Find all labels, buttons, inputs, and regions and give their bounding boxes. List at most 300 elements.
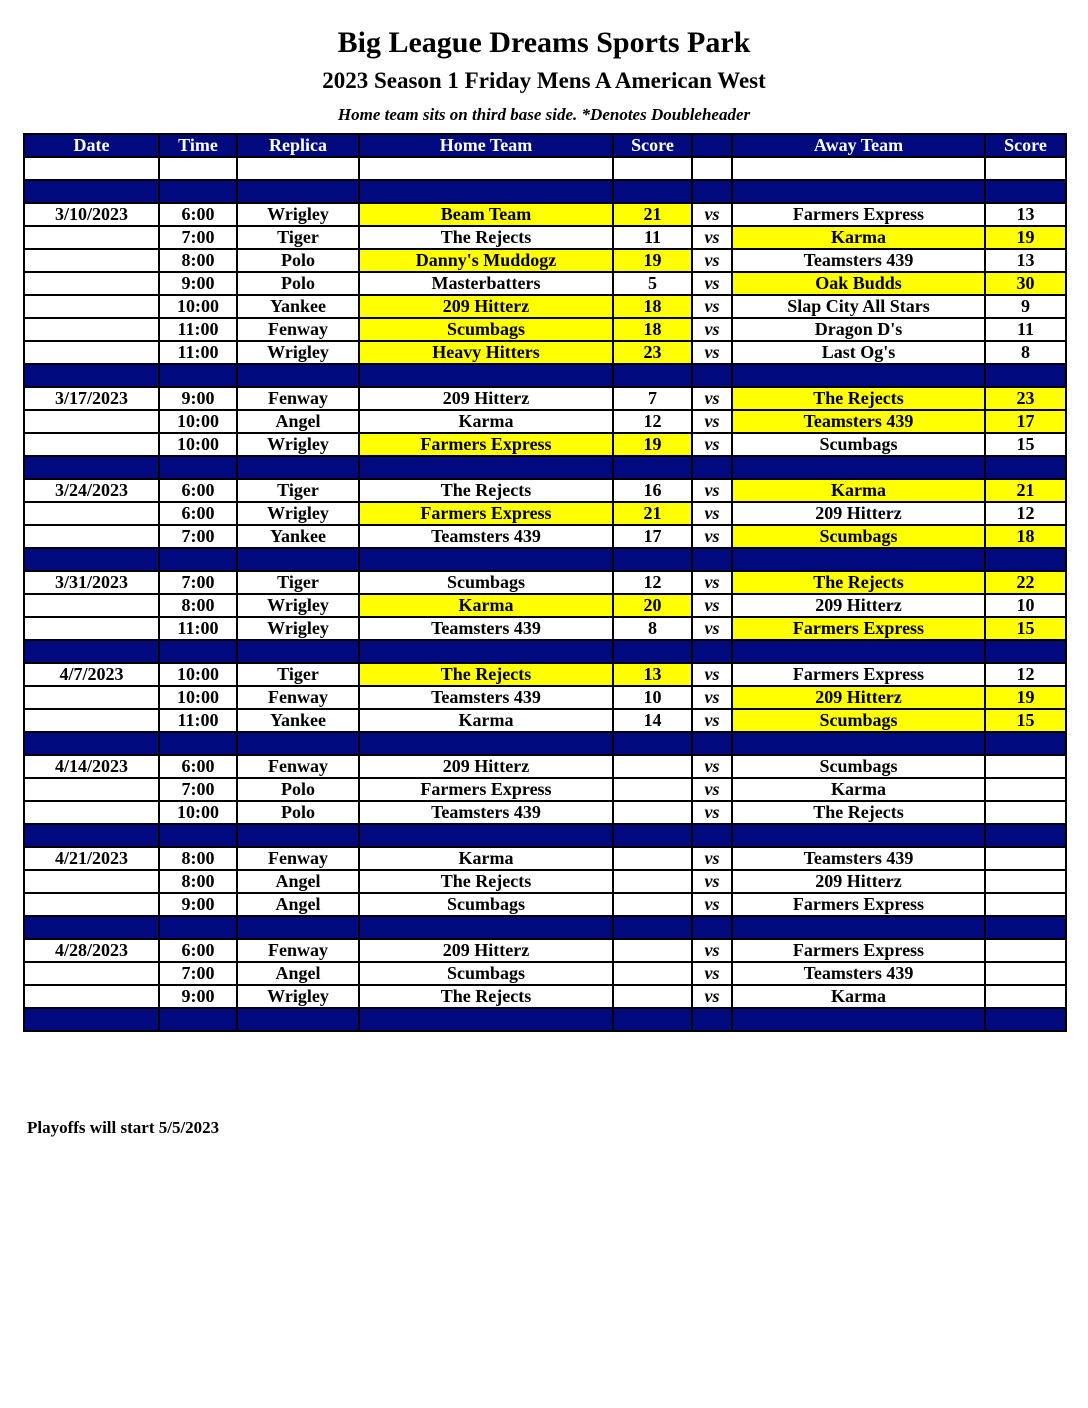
away-team-cell (732, 364, 985, 387)
time-cell: 9:00 (159, 272, 237, 295)
home-score-cell: 20 (613, 594, 692, 617)
home-team-cell (359, 916, 613, 939)
table-row (24, 479, 1066, 502)
away-team-cell: 209 Hitterz (732, 594, 985, 617)
replica-cell (237, 157, 359, 180)
home-score-cell (613, 801, 692, 824)
home-team-cell (359, 1008, 613, 1031)
time-cell (159, 364, 237, 387)
away-score-cell (985, 1008, 1066, 1031)
away-team-cell: 209 Hitterz (732, 502, 985, 525)
time-cell: 9:00 (159, 893, 237, 916)
vs-cell: vs (692, 778, 732, 801)
home-score-cell: 10 (613, 686, 692, 709)
week-separator-row (24, 180, 1066, 203)
home-score-cell: 13 (613, 663, 692, 686)
vs-cell: vs (692, 295, 732, 318)
table-row (24, 870, 1066, 893)
vs-cell: vs (692, 962, 732, 985)
away-score-cell (985, 456, 1066, 479)
home-score-cell: 12 (613, 410, 692, 433)
time-cell (159, 824, 237, 847)
week-separator-row (24, 732, 1066, 755)
away-score-cell: 15 (985, 433, 1066, 456)
date-cell (24, 525, 159, 548)
date-cell (24, 617, 159, 640)
away-score-cell: 18 (985, 525, 1066, 548)
vs-cell (692, 824, 732, 847)
vs-cell: vs (692, 502, 732, 525)
home-team-cell: Karma (359, 594, 613, 617)
vs-cell (692, 732, 732, 755)
date-cell: 3/24/2023 (24, 479, 159, 502)
away-team-cell: Karma (732, 985, 985, 1008)
date-cell: 3/17/2023 (24, 387, 159, 410)
date-cell (24, 272, 159, 295)
table-row (24, 433, 1066, 456)
home-score-cell: 11 (613, 226, 692, 249)
vs-cell: vs (692, 755, 732, 778)
away-score-cell (985, 801, 1066, 824)
replica-cell: Wrigley (237, 617, 359, 640)
away-team-cell (732, 548, 985, 571)
home-score-cell (613, 180, 692, 203)
away-score-cell: 12 (985, 502, 1066, 525)
vs-cell (692, 548, 732, 571)
home-score-cell: 7 (613, 387, 692, 410)
home-team-cell: Karma (359, 709, 613, 732)
time-cell: 11:00 (159, 341, 237, 364)
replica-cell: Wrigley (237, 502, 359, 525)
date-cell (24, 502, 159, 525)
home-team-cell (359, 824, 613, 847)
vs-cell: vs (692, 249, 732, 272)
table-row (24, 249, 1066, 272)
replica-cell (237, 824, 359, 847)
away-score-cell (985, 755, 1066, 778)
away-score-cell: 19 (985, 226, 1066, 249)
home-score-cell (613, 847, 692, 870)
date-cell (24, 249, 159, 272)
time-cell: 8:00 (159, 249, 237, 272)
table-row (24, 410, 1066, 433)
time-cell: 11:00 (159, 617, 237, 640)
date-cell (24, 433, 159, 456)
table-row (24, 686, 1066, 709)
home-score-cell: 17 (613, 525, 692, 548)
home-score-cell: 19 (613, 249, 692, 272)
vs-cell: vs (692, 686, 732, 709)
away-team-cell: Teamsters 439 (732, 410, 985, 433)
table-row (24, 663, 1066, 686)
home-score-cell (613, 364, 692, 387)
vs-cell (692, 456, 732, 479)
date-cell (24, 226, 159, 249)
away-score-cell: 11 (985, 318, 1066, 341)
home-score-cell: 16 (613, 479, 692, 502)
time-cell: 10:00 (159, 433, 237, 456)
time-cell: 9:00 (159, 985, 237, 1008)
table-row (24, 617, 1066, 640)
time-cell (159, 916, 237, 939)
away-team-cell (732, 180, 985, 203)
date-cell (24, 962, 159, 985)
time-cell: 7:00 (159, 571, 237, 594)
home-score-cell (613, 157, 692, 180)
vs-cell: vs (692, 985, 732, 1008)
away-score-cell (985, 778, 1066, 801)
replica-cell (237, 732, 359, 755)
home-score-cell: 23 (613, 341, 692, 364)
date-cell (24, 157, 159, 180)
week-separator-row (24, 548, 1066, 571)
time-cell: 11:00 (159, 709, 237, 732)
time-cell: 10:00 (159, 686, 237, 709)
home-score-cell (613, 456, 692, 479)
replica-cell: Angel (237, 410, 359, 433)
page-subtitle: 2023 Season 1 Friday Mens A American West (322, 68, 766, 93)
home-team-cell (359, 732, 613, 755)
date-cell (24, 594, 159, 617)
replica-cell: Tiger (237, 226, 359, 249)
vs-cell: vs (692, 479, 732, 502)
time-cell: 9:00 (159, 387, 237, 410)
home-score-cell: 19 (613, 433, 692, 456)
home-team-cell (359, 640, 613, 663)
home-score-cell: 14 (613, 709, 692, 732)
vs-cell: vs (692, 318, 732, 341)
date-cell (24, 456, 159, 479)
vs-cell: vs (692, 433, 732, 456)
home-team-cell: Scumbags (359, 318, 613, 341)
col-header-away-score: Score (985, 134, 1066, 157)
home-team-cell (359, 364, 613, 387)
vs-cell: vs (692, 387, 732, 410)
home-team-cell: Karma (359, 847, 613, 870)
week-separator-row (24, 1008, 1066, 1031)
away-score-cell: 17 (985, 410, 1066, 433)
replica-cell: Wrigley (237, 203, 359, 226)
time-cell: 10:00 (159, 410, 237, 433)
replica-cell (237, 1008, 359, 1031)
time-cell: 6:00 (159, 479, 237, 502)
week-separator-row (24, 456, 1066, 479)
page-title: Big League Dreams Sports Park (337, 26, 751, 59)
away-team-cell (732, 916, 985, 939)
table-row (24, 525, 1066, 548)
away-team-cell: Teamsters 439 (732, 962, 985, 985)
replica-cell: Fenway (237, 755, 359, 778)
away-team-cell: The Rejects (732, 387, 985, 410)
col-header-home-score: Score (613, 134, 692, 157)
home-score-cell: 8 (613, 617, 692, 640)
away-score-cell (985, 939, 1066, 962)
date-cell (24, 985, 159, 1008)
away-team-cell: Scumbags (732, 709, 985, 732)
away-score-cell (985, 985, 1066, 1008)
time-cell (159, 456, 237, 479)
away-team-cell: Teamsters 439 (732, 847, 985, 870)
vs-cell: vs (692, 870, 732, 893)
home-team-cell: Scumbags (359, 962, 613, 985)
replica-cell: Polo (237, 272, 359, 295)
vs-cell: vs (692, 525, 732, 548)
away-team-cell: Oak Budds (732, 272, 985, 295)
time-cell: 6:00 (159, 755, 237, 778)
away-score-cell (985, 962, 1066, 985)
vs-cell: vs (692, 203, 732, 226)
week-separator-row (24, 364, 1066, 387)
away-team-cell: Farmers Express (732, 617, 985, 640)
vs-cell: vs (692, 847, 732, 870)
replica-cell: Polo (237, 801, 359, 824)
replica-cell (237, 640, 359, 663)
table-row (24, 709, 1066, 732)
time-cell: 8:00 (159, 870, 237, 893)
away-score-cell: 8 (985, 341, 1066, 364)
replica-cell (237, 180, 359, 203)
week-separator-row (24, 916, 1066, 939)
replica-cell: Polo (237, 778, 359, 801)
date-cell: 3/31/2023 (24, 571, 159, 594)
replica-cell: Yankee (237, 709, 359, 732)
table-row (24, 939, 1066, 962)
replica-cell: Wrigley (237, 341, 359, 364)
away-team-cell: Karma (732, 226, 985, 249)
table-row (24, 318, 1066, 341)
away-team-cell (732, 1008, 985, 1031)
away-score-cell: 9 (985, 295, 1066, 318)
home-team-cell: 209 Hitterz (359, 755, 613, 778)
away-score-cell: 12 (985, 663, 1066, 686)
replica-cell: Fenway (237, 939, 359, 962)
home-team-cell: Heavy Hitters (359, 341, 613, 364)
table-row (24, 847, 1066, 870)
replica-cell: Tiger (237, 479, 359, 502)
vs-cell (692, 916, 732, 939)
replica-cell: Polo (237, 249, 359, 272)
home-score-cell (613, 962, 692, 985)
home-team-cell: Karma (359, 410, 613, 433)
date-cell (24, 893, 159, 916)
replica-cell: Tiger (237, 663, 359, 686)
time-cell (159, 640, 237, 663)
away-team-cell (732, 157, 985, 180)
vs-cell: vs (692, 617, 732, 640)
home-team-cell (359, 548, 613, 571)
date-cell: 4/21/2023 (24, 847, 159, 870)
date-cell (24, 709, 159, 732)
home-team-cell: Beam Team (359, 203, 613, 226)
date-cell (24, 778, 159, 801)
col-header-replica: Replica (237, 134, 359, 157)
away-team-cell: Scumbags (732, 433, 985, 456)
time-cell: 8:00 (159, 847, 237, 870)
home-team-cell: Farmers Express (359, 502, 613, 525)
home-team-cell: Teamsters 439 (359, 686, 613, 709)
home-score-cell: 18 (613, 318, 692, 341)
date-cell (24, 870, 159, 893)
away-score-cell (985, 364, 1066, 387)
home-score-cell (613, 1008, 692, 1031)
replica-cell: Wrigley (237, 594, 359, 617)
table-row (24, 962, 1066, 985)
replica-cell (237, 548, 359, 571)
away-score-cell: 13 (985, 249, 1066, 272)
time-cell (159, 1008, 237, 1031)
replica-cell: Angel (237, 870, 359, 893)
away-team-cell: Farmers Express (732, 663, 985, 686)
home-score-cell (613, 640, 692, 663)
away-team-cell: 209 Hitterz (732, 870, 985, 893)
home-team-cell: Teamsters 439 (359, 525, 613, 548)
date-cell: 4/14/2023 (24, 755, 159, 778)
table-row (24, 226, 1066, 249)
time-cell: 8:00 (159, 594, 237, 617)
away-score-cell (985, 847, 1066, 870)
away-score-cell: 13 (985, 203, 1066, 226)
replica-cell: Angel (237, 962, 359, 985)
replica-cell (237, 916, 359, 939)
home-team-cell: Danny's Muddogz (359, 249, 613, 272)
home-score-cell (613, 893, 692, 916)
blank-row (24, 157, 1066, 180)
col-header-vs (692, 134, 732, 157)
replica-cell: Fenway (237, 387, 359, 410)
vs-cell (692, 640, 732, 663)
replica-cell (237, 456, 359, 479)
time-cell: 11:00 (159, 318, 237, 341)
home-team-cell: Scumbags (359, 893, 613, 916)
away-score-cell (985, 640, 1066, 663)
date-cell (24, 180, 159, 203)
date-cell (24, 824, 159, 847)
vs-cell: vs (692, 663, 732, 686)
time-cell: 10:00 (159, 295, 237, 318)
home-team-cell (359, 180, 613, 203)
time-cell (159, 548, 237, 571)
home-score-cell (613, 916, 692, 939)
away-team-cell: Last Og's (732, 341, 985, 364)
away-score-cell (985, 824, 1066, 847)
table-row (24, 801, 1066, 824)
time-cell: 10:00 (159, 801, 237, 824)
playoffs-note: Playoffs will start 5/5/2023 (27, 1118, 220, 1137)
time-cell: 6:00 (159, 939, 237, 962)
replica-cell: Tiger (237, 571, 359, 594)
table-row (24, 571, 1066, 594)
col-header-time: Time (159, 134, 237, 157)
home-score-cell (613, 870, 692, 893)
time-cell: 10:00 (159, 663, 237, 686)
page-note: Home team sits on third base side. *Denotes Doubleheader (337, 105, 751, 124)
replica-cell: Wrigley (237, 433, 359, 456)
time-cell: 7:00 (159, 778, 237, 801)
schedule-table (23, 133, 1067, 1032)
home-team-cell: The Rejects (359, 985, 613, 1008)
replica-cell: Fenway (237, 686, 359, 709)
away-score-cell: 30 (985, 272, 1066, 295)
away-team-cell: 209 Hitterz (732, 686, 985, 709)
vs-cell: vs (692, 594, 732, 617)
time-cell: 7:00 (159, 525, 237, 548)
home-team-cell: The Rejects (359, 663, 613, 686)
away-team-cell: Scumbags (732, 755, 985, 778)
away-team-cell: Farmers Express (732, 939, 985, 962)
away-score-cell (985, 732, 1066, 755)
away-team-cell (732, 456, 985, 479)
home-team-cell: The Rejects (359, 479, 613, 502)
home-score-cell (613, 824, 692, 847)
date-cell (24, 1008, 159, 1031)
home-team-cell: Farmers Express (359, 433, 613, 456)
home-team-cell: The Rejects (359, 226, 613, 249)
table-row (24, 594, 1066, 617)
home-team-cell: 209 Hitterz (359, 939, 613, 962)
home-score-cell (613, 548, 692, 571)
away-team-cell: Farmers Express (732, 203, 985, 226)
replica-cell: Yankee (237, 525, 359, 548)
date-cell (24, 916, 159, 939)
home-team-cell: Scumbags (359, 571, 613, 594)
home-team-cell: Farmers Express (359, 778, 613, 801)
table-row (24, 502, 1066, 525)
home-team-cell: Teamsters 439 (359, 801, 613, 824)
date-cell (24, 364, 159, 387)
table-row (24, 387, 1066, 410)
date-cell (24, 686, 159, 709)
away-score-cell: 23 (985, 387, 1066, 410)
away-score-cell (985, 916, 1066, 939)
col-header-home-team: Home Team (359, 134, 613, 157)
replica-cell: Fenway (237, 318, 359, 341)
col-header-away-team: Away Team (732, 134, 985, 157)
date-cell (24, 410, 159, 433)
away-score-cell: 10 (985, 594, 1066, 617)
vs-cell: vs (692, 801, 732, 824)
away-score-cell (985, 893, 1066, 916)
table-row (24, 778, 1066, 801)
away-score-cell: 21 (985, 479, 1066, 502)
time-cell: 7:00 (159, 226, 237, 249)
replica-cell: Fenway (237, 847, 359, 870)
home-team-cell (359, 456, 613, 479)
home-score-cell: 18 (613, 295, 692, 318)
away-team-cell: Karma (732, 778, 985, 801)
date-cell (24, 341, 159, 364)
col-header-date: Date (24, 134, 159, 157)
table-row (24, 341, 1066, 364)
time-cell: 7:00 (159, 962, 237, 985)
vs-cell (692, 1008, 732, 1031)
home-team-cell: Teamsters 439 (359, 617, 613, 640)
table-row (24, 272, 1066, 295)
week-separator-row (24, 640, 1066, 663)
date-cell (24, 318, 159, 341)
away-score-cell: 15 (985, 709, 1066, 732)
time-cell (159, 157, 237, 180)
away-score-cell (985, 180, 1066, 203)
home-score-cell (613, 778, 692, 801)
home-score-cell (613, 985, 692, 1008)
away-team-cell (732, 824, 985, 847)
vs-cell: vs (692, 571, 732, 594)
vs-cell: vs (692, 410, 732, 433)
home-team-cell: 209 Hitterz (359, 295, 613, 318)
table-row (24, 985, 1066, 1008)
away-score-cell (985, 870, 1066, 893)
replica-cell: Angel (237, 893, 359, 916)
